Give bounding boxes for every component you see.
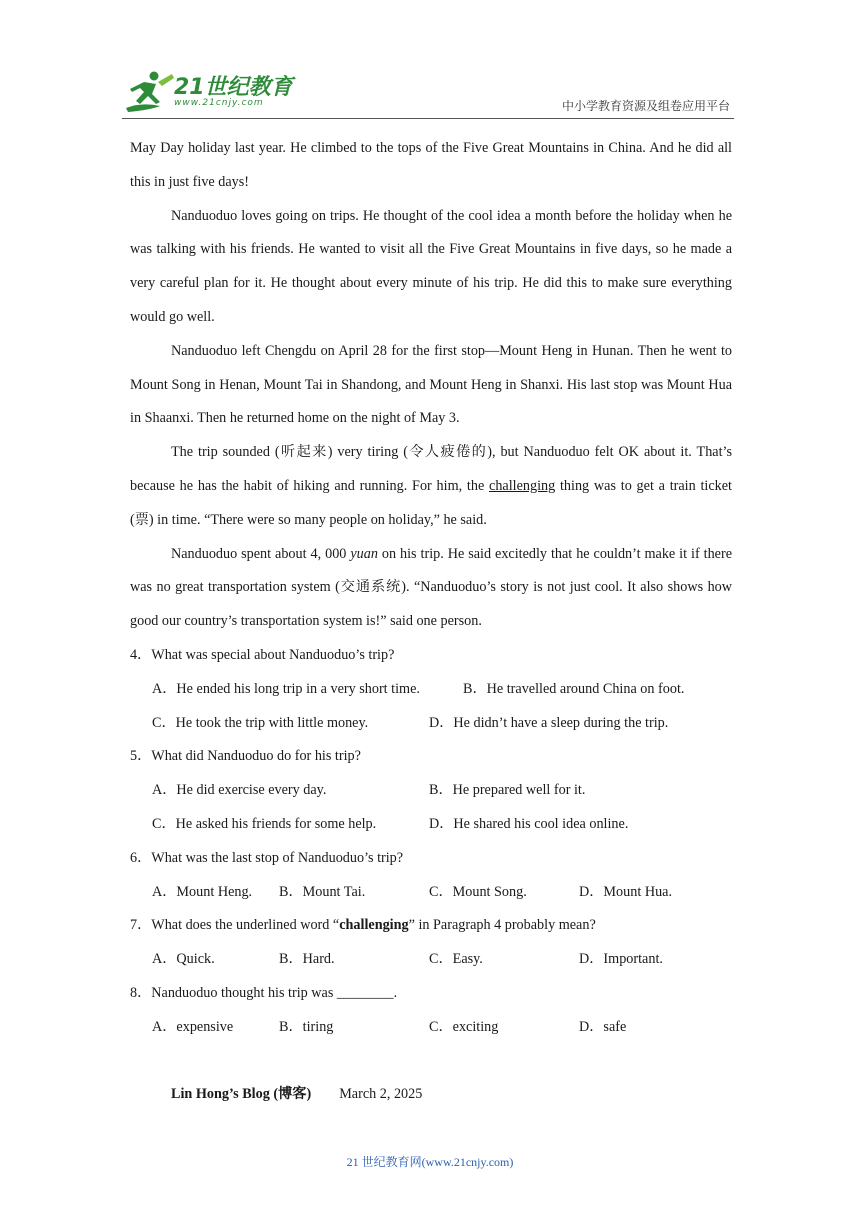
option-d[interactable]: D．Mount Hua. — [579, 883, 673, 900]
option-b[interactable]: B．He prepared well for it. — [429, 782, 586, 799]
blog-heading — [130, 1078, 732, 1112]
options-row — [130, 707, 732, 741]
blog-title: Lin Hong’s Blog (博客) — [171, 1086, 312, 1103]
option-a[interactable]: A．Quick. — [152, 951, 215, 968]
paragraph-text: The trip sounded (听起来) very tiring (令人疲倦的), but Nanduoduo felt OK about it. That’s because he has the habit of hiking and running. For him, the — [130, 444, 732, 494]
underlined-word: challenging — [489, 477, 556, 494]
option-a[interactable]: A．expensive — [152, 1018, 234, 1035]
question-number: 4． — [130, 646, 152, 663]
question-number: 7． — [130, 917, 152, 934]
option-d[interactable]: D．He shared his cool idea online. — [429, 815, 629, 832]
italic-word: yuan — [350, 545, 378, 562]
blog-date: March 2, 2025 — [339, 1086, 423, 1103]
paragraph-text: thing was to get a train ticket (票) in time. “There were so many people on holiday,” he said. — [130, 477, 733, 528]
options-row — [130, 876, 732, 910]
options-row — [130, 808, 732, 842]
question-number: 6． — [130, 849, 152, 866]
option-b[interactable]: B．tiring — [279, 1018, 334, 1035]
option-d[interactable]: D．He didn’t have a sleep during the trip. — [429, 714, 669, 731]
question — [130, 909, 732, 943]
paragraph-text: Nanduoduo spent about 4, 000 — [171, 545, 351, 562]
option-a[interactable]: A．He did exercise every day. — [152, 782, 327, 799]
question-text: Nanduoduo thought his trip was ________. — [151, 984, 398, 1001]
option-b[interactable]: B．He travelled around China on foot. — [463, 680, 685, 697]
option-c[interactable]: C．He took the trip with little money. — [152, 714, 369, 731]
question — [130, 842, 732, 876]
paragraph-text: on his trip. He said excitedly that he couldn’t make it if there was no great transportation system (交通系统). “Nanduoduo’s story is not just cool. It also shows how good our country’s transportation system is!” said one person. — [130, 545, 732, 630]
page-footer[interactable]: 21 世纪教育网(www.21cnjy.com) — [346, 1155, 514, 1169]
page-content — [130, 132, 732, 1112]
option-c[interactable]: C．Mount Song. — [429, 883, 527, 900]
option-d[interactable]: D．safe — [579, 1018, 627, 1035]
option-a[interactable]: A．Mount Heng. — [152, 883, 253, 900]
question-text: ” in Paragraph 4 probably mean? — [408, 917, 596, 934]
question-text: What did Nanduoduo do for his trip? — [151, 748, 361, 765]
options-row — [130, 673, 732, 707]
header-platform-name: 中小学教育资源及组卷应用平台 — [561, 99, 730, 113]
question-keyword: challenging — [339, 917, 409, 934]
option-c[interactable]: C．exciting — [429, 1018, 499, 1035]
logo-url: www.21cnjy.com — [174, 98, 264, 108]
passage-paragraph: Nanduoduo loves going on trips. He thought of the cool idea a month before the holiday when he was talking with his friends. He wanted to visit all the Five Great Mountains in five days, so he made a very careful plan for it. He thought about every minute of his trip. He did this to make sure everything would go well. — [130, 207, 732, 325]
question — [130, 977, 732, 1011]
site-logo — [122, 68, 292, 114]
question — [130, 740, 732, 774]
option-a[interactable]: A．He ended his long trip in a very short time. — [152, 680, 420, 697]
options-row — [130, 943, 732, 977]
spacer — [130, 1045, 732, 1079]
runner-logo-icon — [122, 68, 176, 114]
page-header — [0, 0, 860, 125]
option-c[interactable]: C．He asked his friends for some help. — [152, 815, 377, 832]
options-row — [130, 774, 732, 808]
question-number: 8． — [130, 984, 152, 1001]
header-divider — [122, 118, 734, 119]
options-row — [130, 1011, 732, 1045]
option-c[interactable]: C．Easy. — [429, 951, 483, 968]
passage-paragraph — [130, 538, 732, 639]
logo-text: 21世纪教育 — [174, 75, 293, 100]
question-text: What was the last stop of Nanduoduo’s trip? — [151, 849, 404, 866]
question-text: What was special about Nanduoduo’s trip? — [151, 646, 395, 663]
question — [130, 639, 732, 673]
passage-paragraph: Nanduoduo left Chengdu on April 28 for the first stop—Mount Heng in Hunan. Then he went to Mount Song in Henan, Mount Tai in Shandong, and Mount Heng in Shanxi. His last stop was Mount Hua in Shaanxi. Then he returned home on the night of May 3. — [130, 342, 732, 427]
question-number: 5． — [130, 748, 152, 765]
passage-paragraph — [130, 436, 732, 537]
option-b[interactable]: B．Hard. — [279, 951, 335, 968]
option-d[interactable]: D．Important. — [579, 951, 663, 968]
passage-paragraph: May Day holiday last year. He climbed to the tops of the Five Great Mountains in China. And he did all this in just five days! — [130, 140, 732, 190]
question-text: What does the underlined word “ — [151, 917, 340, 934]
option-b[interactable]: B．Mount Tai. — [279, 883, 366, 900]
